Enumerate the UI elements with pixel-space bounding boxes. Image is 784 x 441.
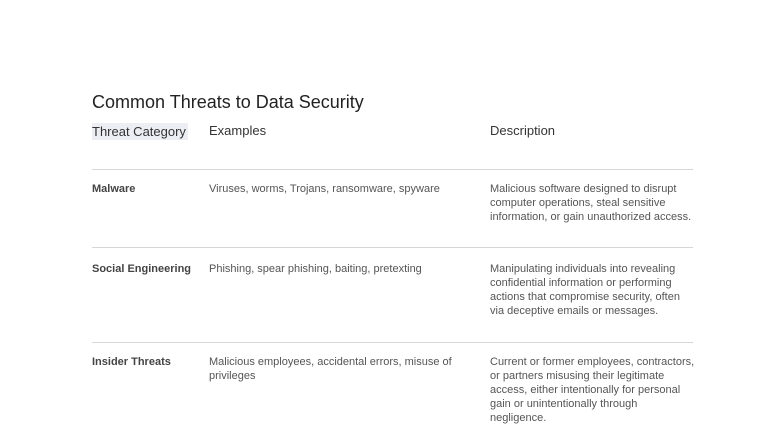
column-header-description: Description — [490, 123, 556, 138]
row-category: Social Engineering — [92, 263, 192, 275]
row-examples: Phishing, spear phishing, baiting, pretexting — [209, 263, 422, 275]
table-divider — [92, 342, 693, 343]
column-header-examples: Examples — [209, 123, 267, 138]
table-divider — [92, 169, 693, 170]
row-description: Malicious software designed to disrupt computer operations, steal sensitive information, or gain unauthorized access. — [490, 183, 692, 223]
column-header-threat-category: Threat Category — [92, 124, 186, 139]
row-examples: Viruses, worms, Trojans, ransomware, spyware — [209, 183, 440, 195]
page-title: Common Threats to Data Security — [92, 92, 364, 112]
row-description: Current or former employees, contractors, or partners misusing their legitimate access, either intentionally for personal gain or unintentionally through negligence. — [490, 356, 695, 424]
row-examples: Malicious employees, accidental errors, misuse of privileges — [209, 356, 452, 382]
row-category: Malware — [92, 183, 136, 195]
table-divider — [92, 247, 693, 248]
row-description: Manipulating individuals into revealing confidential information or performing actions that compromise security, often via deceptive emails or messages. — [490, 263, 680, 317]
row-category: Insider Threats — [92, 356, 171, 368]
